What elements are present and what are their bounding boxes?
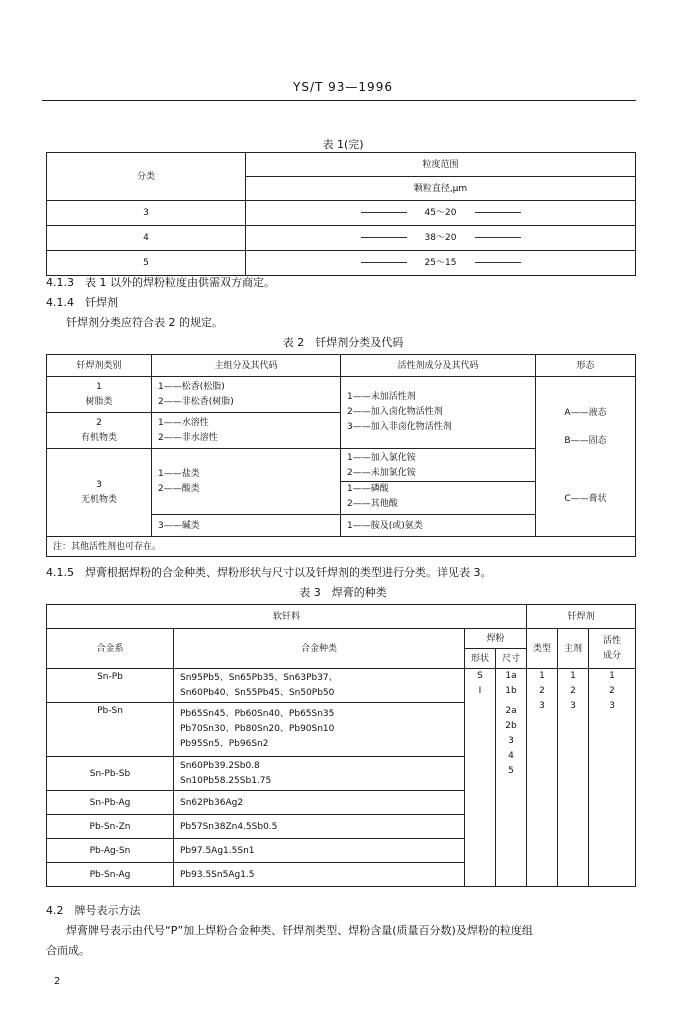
table3-ftype: 1 2 3 bbox=[527, 669, 558, 887]
table2-cat2: 2 有机物类 bbox=[47, 413, 152, 449]
table2-header: 活性剂成分及其代码 bbox=[341, 355, 536, 377]
section-4-1-4-title: 4.1.4 钎焊剂 bbox=[46, 296, 118, 309]
table3-types: Pb57Sn38Zn4.5Sb0.5 bbox=[174, 815, 465, 839]
table2 bbox=[46, 354, 636, 557]
table1-cat: 3 bbox=[47, 201, 246, 226]
table1-cat: 5 bbox=[47, 251, 246, 276]
table2-main1: 1——松香(松脂) 2——非松香(树脂) bbox=[152, 377, 341, 413]
section-4-1-5: 4.1.5 焊膏根据焊粉的合金种类、焊粉形状与尺寸以及钎焊剂的类型进行分类。详见表 3。 bbox=[46, 566, 492, 579]
table3-h-ftype: 类型 bbox=[527, 629, 558, 669]
table3 bbox=[46, 604, 636, 887]
section-4-2-body-cont: 合而成。 bbox=[46, 944, 90, 957]
table3-system: Pb-Ag-Sn bbox=[47, 839, 174, 863]
table3-h-active: 活性 成分 bbox=[589, 629, 636, 669]
table3-h-shape: 形状 bbox=[465, 649, 496, 669]
table3-system: Pb-Sn-Zn bbox=[47, 815, 174, 839]
table1-col-range: 粒度范围 bbox=[246, 153, 636, 177]
table3-types: Sn60Pb39.2Sb0.8 Sn10Pb58.25Sb1.75 bbox=[174, 757, 465, 791]
table2-caption: 表 2 钎焊剂分类及代码 bbox=[282, 336, 404, 349]
table3-types: Sn62Pb36Ag2 bbox=[174, 791, 465, 815]
table3-types: Sn95Pb5、Sn65Pb35、Sn63Pb37、 Sn60Pb40、Sn55Pb45、Sn50Pb50 bbox=[174, 669, 465, 703]
table1-val: 45～20 bbox=[246, 201, 636, 226]
table3-system: Sn-Pb bbox=[47, 669, 174, 703]
section-4-1-4-body: 钎焊剂分类应符合表 2 的规定。 bbox=[66, 316, 223, 329]
table3-main: 1 2 3 bbox=[558, 669, 589, 887]
table3-shape: S I bbox=[465, 669, 496, 887]
table2-main3: 1——盐类 2——酸类 bbox=[152, 449, 341, 515]
table1-val: 38～20 bbox=[246, 226, 636, 251]
standard-header: YS/T 93—1996 bbox=[293, 80, 393, 94]
table2-header: 形态 bbox=[536, 355, 636, 377]
table3-h-type: 合金种类 bbox=[174, 629, 465, 669]
table3-active: 1 2 3 bbox=[589, 669, 636, 887]
table2-cat3: 3 无机物类 bbox=[47, 449, 152, 537]
table1-caption: 表 1(完) bbox=[322, 138, 364, 151]
table3-h-flux: 钎焊剂 bbox=[527, 605, 636, 629]
table3-size: 1a 1b 2a 2b 3 4 5 bbox=[496, 669, 527, 887]
section-4-2-body: 焊膏牌号表示由代号“P”加上焊粉合金种类、钎焊剂类型、焊粉含量(质量百分数)及焊粉的粒度组 bbox=[66, 924, 533, 937]
table3-types: Pb65Sn45、Pb60Sn40、Pb65Sn35 Pb70Sn30、Pb80Sn20、Pb90Sn10 Pb95Sn5、Pb96Sn2 bbox=[174, 703, 465, 757]
table1 bbox=[46, 152, 636, 276]
table2-activator-top: 1——未加活性剂 2——加入卤化物活性剂 3——加入非卤化物活性剂 bbox=[341, 377, 536, 449]
table3-h-main: 主剂 bbox=[558, 629, 589, 669]
section-4-1-3: 4.1.3 表 1 以外的焊粉粒度由供需双方商定。 bbox=[46, 276, 275, 289]
table3-caption: 表 3 焊膏的种类 bbox=[299, 586, 387, 599]
table2-main3c: 3——碱类 bbox=[152, 515, 341, 537]
table2-main2: 1——水溶性 2——非水溶性 bbox=[152, 413, 341, 449]
table1-val: 25～15 bbox=[246, 251, 636, 276]
table2-activator-base: 1——胺及(或)氨类 bbox=[341, 515, 536, 537]
table1-col-diameter: 颗粒直径,μm bbox=[246, 177, 636, 201]
table2-header: 主组分及其代码 bbox=[152, 355, 341, 377]
table3-h-system: 合金系 bbox=[47, 629, 174, 669]
table2-form: A——液态 B——固态 C——膏状 bbox=[536, 377, 636, 537]
table3-h-powder: 焊粉 bbox=[465, 629, 527, 649]
table3-h-solder: 软钎料 bbox=[47, 605, 527, 629]
table2-activator-mid: 1——加入氯化铵 2——未加氯化铵 1——磷酸 2——其他酸 bbox=[341, 449, 536, 515]
table2-note: 注：其他活性剂也可存在。 bbox=[47, 537, 636, 557]
header-rule bbox=[42, 100, 636, 101]
section-4-2-title: 4.2 牌号表示方法 bbox=[46, 904, 141, 917]
table2-cat1: 1 树脂类 bbox=[47, 377, 152, 413]
table3-types: Pb97.5Ag1.5Sn1 bbox=[174, 839, 465, 863]
table1-cat: 4 bbox=[47, 226, 246, 251]
page-number: 2 bbox=[54, 976, 61, 987]
table3-system: Sn-Pb-Ag bbox=[47, 791, 174, 815]
table3-system: Pb-Sn bbox=[47, 703, 174, 757]
table2-header: 钎焊剂类别 bbox=[47, 355, 152, 377]
table1-col-category: 分类 bbox=[47, 153, 246, 201]
table3-system: Sn-Pb-Sb bbox=[47, 757, 174, 791]
table3-types: Pb93.5Sn5Ag1.5 bbox=[174, 863, 465, 887]
table3-h-size: 尺寸 bbox=[496, 649, 527, 669]
table3-system: Pb-Sn-Ag bbox=[47, 863, 174, 887]
